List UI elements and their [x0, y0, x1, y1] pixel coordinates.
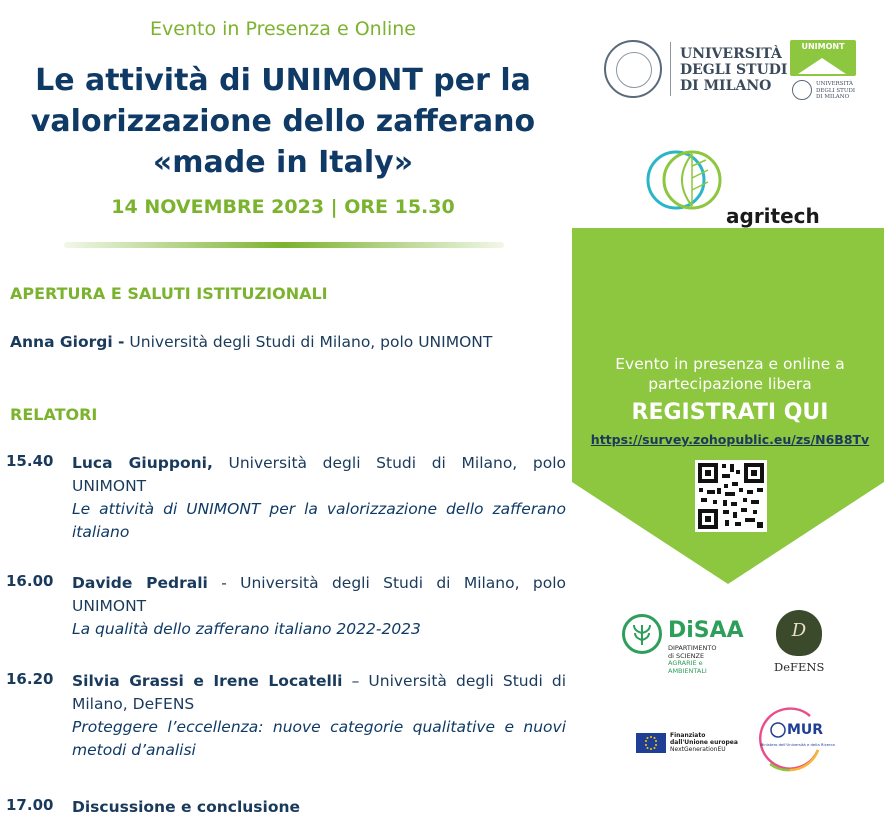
logo-line: DEGLI STUDI — [680, 62, 788, 78]
mountain-icon — [798, 58, 846, 74]
logo-line: di SCIENZE — [668, 651, 705, 660]
logo-line: DIPARTIMENTO — [668, 644, 717, 652]
schedule-body — [72, 796, 566, 819]
logo-line: AGRARIE e — [668, 659, 703, 667]
logo-line: dall'Unione europea — [670, 739, 738, 746]
logo-line: NextGenerationEU — [670, 746, 726, 753]
speaker-name: Anna Giorgi - — [10, 333, 125, 351]
talk-title: Proteggere l’eccellenza: nuove categorie qualitative e nuovi metodi d’analisi — [72, 718, 566, 759]
title-line: Le attività di UNIMONT per la — [35, 63, 531, 98]
talk-title: Le attività di UNIMONT per la valorizzazione dello zafferano italiano — [72, 500, 566, 541]
schedule-body — [72, 670, 566, 762]
logo-line: DEGLI STUDI — [816, 87, 856, 94]
event-format-subtitle: Evento in Presenza e Online — [150, 18, 416, 40]
opening-heading: APERTURA E SALUTI ISTITUZIONALI — [10, 284, 328, 303]
unimi-logo-text — [680, 46, 787, 94]
disaa-sprout-icon — [630, 621, 654, 647]
logo-separator — [670, 42, 671, 96]
schedule-body — [72, 452, 566, 544]
agritech-logo-text: agritech — [726, 204, 820, 228]
schedule-time: 16.00 — [6, 572, 54, 590]
title-line: valorizzazione dello zafferano — [30, 104, 536, 139]
logo-line: DI MILANO — [816, 94, 850, 100]
eu-funding-text — [670, 732, 738, 753]
qr-code-icon[interactable] — [695, 460, 767, 532]
speaker-name: Discussione e conclusione — [72, 798, 301, 816]
registration-info-line: Evento in presenza e online a — [615, 355, 845, 373]
schedule-body — [72, 572, 566, 641]
logo-line: Finanziato — [670, 732, 706, 739]
page-title — [0, 60, 566, 183]
schedule-time: 17.00 — [6, 796, 54, 814]
schedule-time: 16.20 — [6, 670, 54, 688]
mur-ring-icon — [750, 706, 826, 776]
mur-logo-text: MUR — [787, 722, 824, 738]
speaker-affiliation: Università degli Studi di Milano, polo UNIMONT — [124, 333, 493, 351]
speaker-affiliation: – Università degli Studi di Milano, DeFENS — [72, 672, 567, 713]
defens-logo-text: DeFENS — [774, 660, 825, 674]
eu-flag-icon — [636, 733, 666, 753]
talk-title: La qualità dello zafferano italiano 2022-2023 — [72, 620, 421, 638]
mur-description: Ministero dell'Università e della Ricerca — [760, 742, 835, 747]
logo-line: UNIVERSITÀ — [816, 81, 854, 87]
register-cta[interactable]: REGISTRATI QUI — [631, 400, 829, 425]
event-date: 14 NOVEMBRE 2023 | ORE 15.30 — [111, 196, 455, 218]
speaker-name: Davide Pedrali — [72, 574, 208, 592]
opening-speaker — [10, 331, 566, 354]
logo-line: AMBIENTALI — [668, 666, 707, 675]
logo-line: UNIVERSITÀ — [680, 46, 782, 62]
logo-line: DI MILANO — [680, 78, 772, 94]
registration-info — [575, 354, 884, 394]
divider — [64, 242, 504, 248]
unimont-label: UNIMONT — [801, 42, 845, 51]
unimi-seal-icon — [604, 40, 662, 98]
schedule-time: 15.40 — [6, 452, 54, 470]
speakers-heading: RELATORI — [10, 405, 98, 424]
speaker-name: Silvia Grassi e Irene Locatelli — [72, 672, 343, 690]
defens-emblem-letter: D — [791, 620, 807, 641]
disaa-logo-text: DiSAA — [668, 618, 744, 643]
speaker-affiliation: Università degli Studi di Milano, polo UNIMONT — [72, 454, 566, 495]
unimi-small-logo-text — [816, 81, 855, 101]
registration-link[interactable]: https://survey.zohopublic.eu/zs/N6B8Tv — [590, 432, 870, 447]
disaa-description — [668, 645, 716, 675]
unimi-small-seal-icon — [792, 80, 812, 100]
speaker-affiliation: - Università degli Studi di Milano, polo UNIMONT — [72, 574, 566, 615]
title-line: «made in Italy» — [152, 145, 414, 180]
speaker-name: Luca Giupponi, — [72, 454, 213, 472]
agritech-leaf-icon — [644, 140, 724, 222]
registration-info-line: partecipazione libera — [648, 375, 812, 393]
